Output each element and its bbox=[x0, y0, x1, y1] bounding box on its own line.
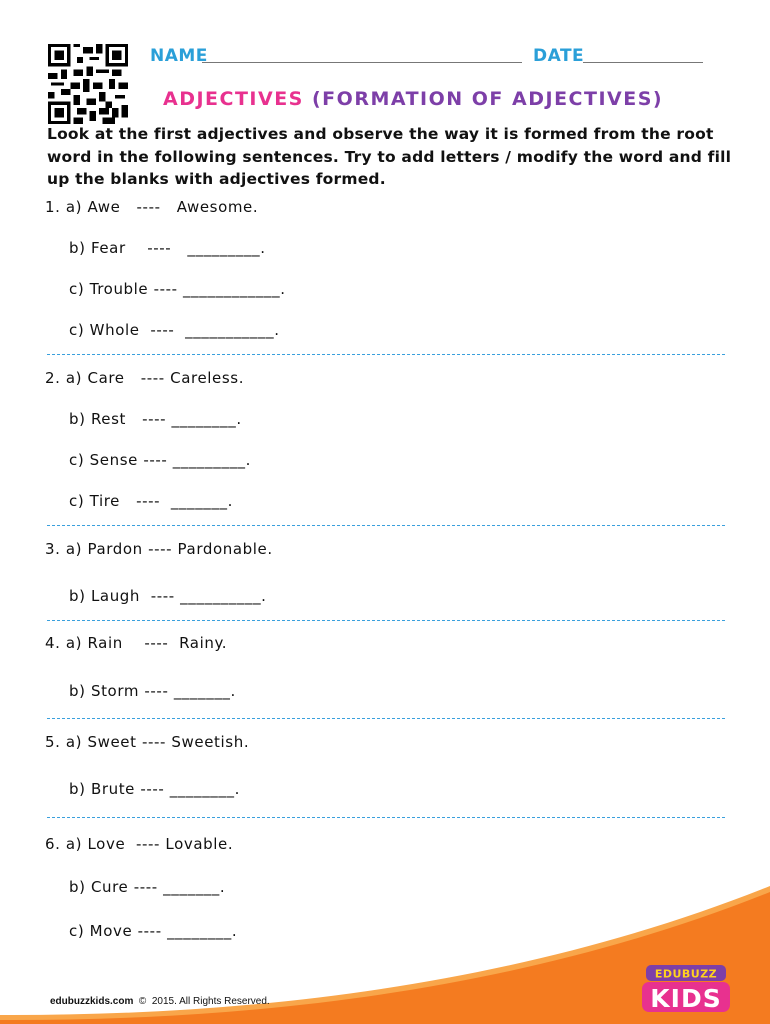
item-6a: 6. a) Love ---- Lovable. bbox=[45, 835, 234, 853]
item-1b: b) Fear ---- _________. bbox=[69, 239, 266, 257]
name-blank[interactable] bbox=[202, 48, 522, 63]
title-main: ADJECTIVES bbox=[163, 88, 304, 110]
item-6b: b) Cure ---- _______. bbox=[69, 878, 226, 896]
footer bbox=[50, 996, 270, 1007]
qr-code bbox=[48, 44, 128, 124]
item-2b: b) Rest ---- ________. bbox=[69, 410, 242, 428]
name-label: NAME bbox=[150, 46, 208, 66]
title-subtitle: (FORMATION OF ADJECTIVES) bbox=[312, 88, 664, 110]
date-blank[interactable] bbox=[583, 48, 703, 63]
section-divider bbox=[47, 525, 725, 526]
footer-rights: 2015. All Rights Reserved. bbox=[151, 996, 270, 1007]
item-2a: 2. a) Care ---- Careless. bbox=[45, 369, 245, 387]
item-1c: c) Trouble ---- ____________. bbox=[69, 280, 286, 298]
section-divider bbox=[47, 817, 725, 818]
copyright-icon: © bbox=[138, 996, 147, 1007]
instructions: Look at the first adjectives and observe the way it is formed from the root word in the following sentences. Try to add letters / modify the word and fill up the blanks with adjectives formed. bbox=[47, 125, 732, 188]
edubuzz-kids-logo bbox=[640, 965, 732, 1013]
item-3b: b) Laugh ---- __________. bbox=[69, 587, 267, 605]
item-1d: c) Whole ---- ___________. bbox=[69, 321, 280, 339]
item-5b: b) Brute ---- ________. bbox=[69, 780, 240, 798]
section-divider bbox=[47, 718, 725, 719]
section-divider bbox=[47, 620, 725, 621]
svg-text:KIDS: KIDS bbox=[650, 984, 722, 1013]
item-1a: 1. a) Awe ---- Awesome. bbox=[45, 198, 259, 216]
section-divider bbox=[47, 354, 725, 355]
item-4a: 4. a) Rain ---- Rainy. bbox=[45, 634, 228, 652]
item-5a: 5. a) Sweet ---- Sweetish. bbox=[45, 733, 250, 751]
svg-text:EDUBUZZ: EDUBUZZ bbox=[654, 967, 718, 981]
item-2d: c) Tire ---- _______. bbox=[69, 492, 233, 510]
worksheet-title bbox=[163, 88, 663, 110]
item-2c: c) Sense ---- _________. bbox=[69, 451, 252, 469]
item-6c: c) Move ---- ________. bbox=[69, 922, 238, 940]
item-4b: b) Storm ---- _______. bbox=[69, 682, 236, 700]
footer-site: edubuzzkids.com bbox=[50, 996, 134, 1007]
date-label: DATE bbox=[533, 46, 585, 66]
item-3a: 3. a) Pardon ---- Pardonable. bbox=[45, 540, 273, 558]
